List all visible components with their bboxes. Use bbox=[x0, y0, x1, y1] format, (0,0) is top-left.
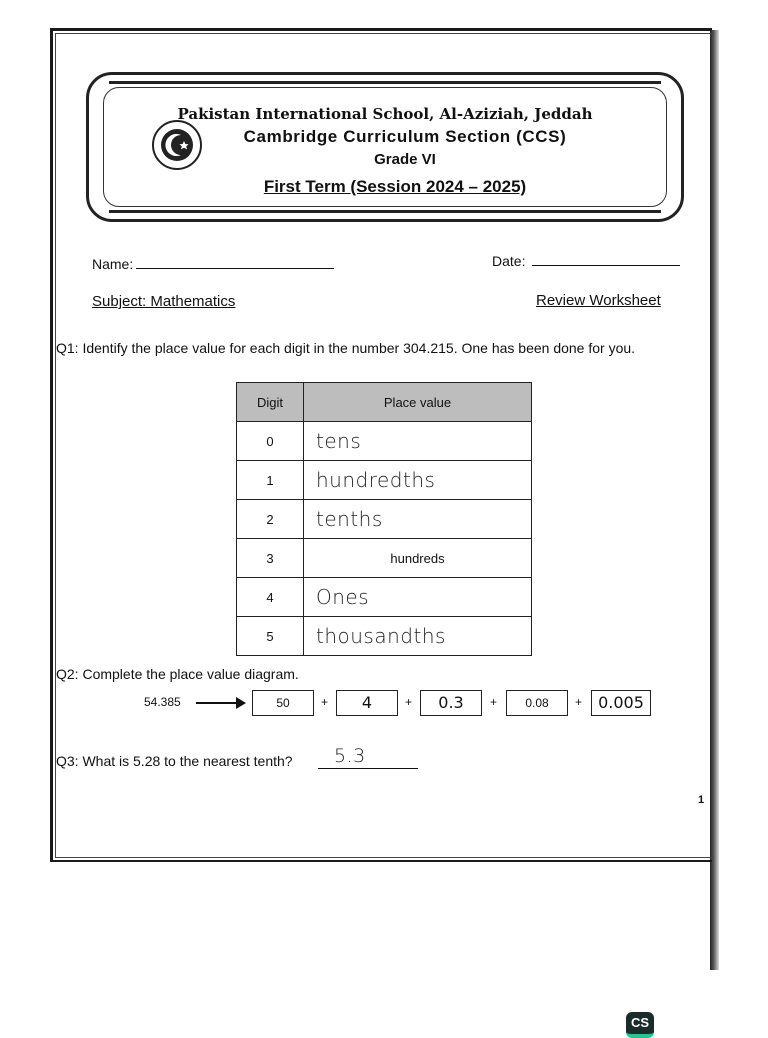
part-box-ones[interactable]: 4 bbox=[336, 690, 398, 716]
plus-sign: + bbox=[405, 695, 413, 709]
plus-sign: + bbox=[321, 695, 329, 709]
part-box-hundredths: 0.08 bbox=[506, 690, 568, 716]
part-box-tenths[interactable]: 0.3 bbox=[420, 690, 482, 716]
name-label: Name: bbox=[92, 256, 134, 272]
part-box-tens: 50 bbox=[252, 690, 314, 716]
table-header-digit: Digit bbox=[237, 383, 304, 422]
section-name: Cambridge Curriculum Section (CCS) bbox=[243, 127, 567, 146]
table-row bbox=[237, 500, 532, 539]
school-name: Pakistan International School, Al-Aziziah, Jeddah bbox=[177, 105, 593, 123]
digit-cell: 2 bbox=[237, 500, 304, 539]
place-value-table bbox=[236, 382, 532, 656]
question-1: Q1: Identify the place value for each digit in the number 304.215. One has been done for you. bbox=[56, 340, 636, 356]
part-box-thousandths[interactable]: 0.005 bbox=[591, 690, 651, 716]
digit-cell: 1 bbox=[237, 461, 304, 500]
plus-sign: + bbox=[490, 695, 498, 709]
subject-label: Subject: Mathematics bbox=[92, 293, 236, 310]
header-top-rule bbox=[109, 81, 661, 84]
place-value-answer[interactable]: thousandths bbox=[304, 617, 532, 656]
digit-cell: 3 bbox=[237, 539, 304, 578]
digit-cell: 5 bbox=[237, 617, 304, 656]
diagram-number: 54.385 bbox=[144, 695, 181, 709]
grade-label: Grade VI bbox=[374, 151, 436, 168]
digit-cell: 0 bbox=[237, 422, 304, 461]
place-value-answer[interactable]: tens bbox=[304, 422, 532, 461]
place-value-answer[interactable]: Ones bbox=[304, 578, 532, 617]
arrow-right-icon bbox=[196, 702, 244, 704]
q3-answer-line bbox=[318, 768, 418, 769]
name-field[interactable] bbox=[136, 268, 334, 269]
place-value-answer[interactable]: tenths bbox=[304, 500, 532, 539]
table-row bbox=[237, 578, 532, 617]
table-row bbox=[237, 422, 532, 461]
camscanner-badge-icon: CS bbox=[626, 1012, 654, 1038]
digit-cell: 4 bbox=[237, 578, 304, 617]
date-field[interactable] bbox=[532, 265, 680, 266]
q3-answer[interactable]: 5.3 bbox=[334, 745, 366, 767]
table-row bbox=[237, 617, 532, 656]
header-frame bbox=[86, 72, 684, 222]
question-2: Q2: Complete the place value diagram. bbox=[56, 666, 299, 682]
table-row bbox=[237, 461, 532, 500]
plus-sign: + bbox=[575, 695, 583, 709]
header-bottom-rule bbox=[109, 210, 661, 213]
table-row bbox=[237, 539, 532, 578]
place-value-answer[interactable]: hundredths bbox=[304, 461, 532, 500]
page-number: 1 bbox=[698, 794, 705, 806]
place-value-example: hundreds bbox=[304, 539, 532, 578]
table-header-place-value: Place value bbox=[304, 383, 532, 422]
date-label: Date: bbox=[492, 253, 526, 269]
worksheet-title: Review Worksheet bbox=[536, 292, 661, 309]
term-title: First Term (Session 2024 – 2025) bbox=[263, 177, 527, 196]
question-3: Q3: What is 5.28 to the nearest tenth? bbox=[56, 753, 293, 769]
